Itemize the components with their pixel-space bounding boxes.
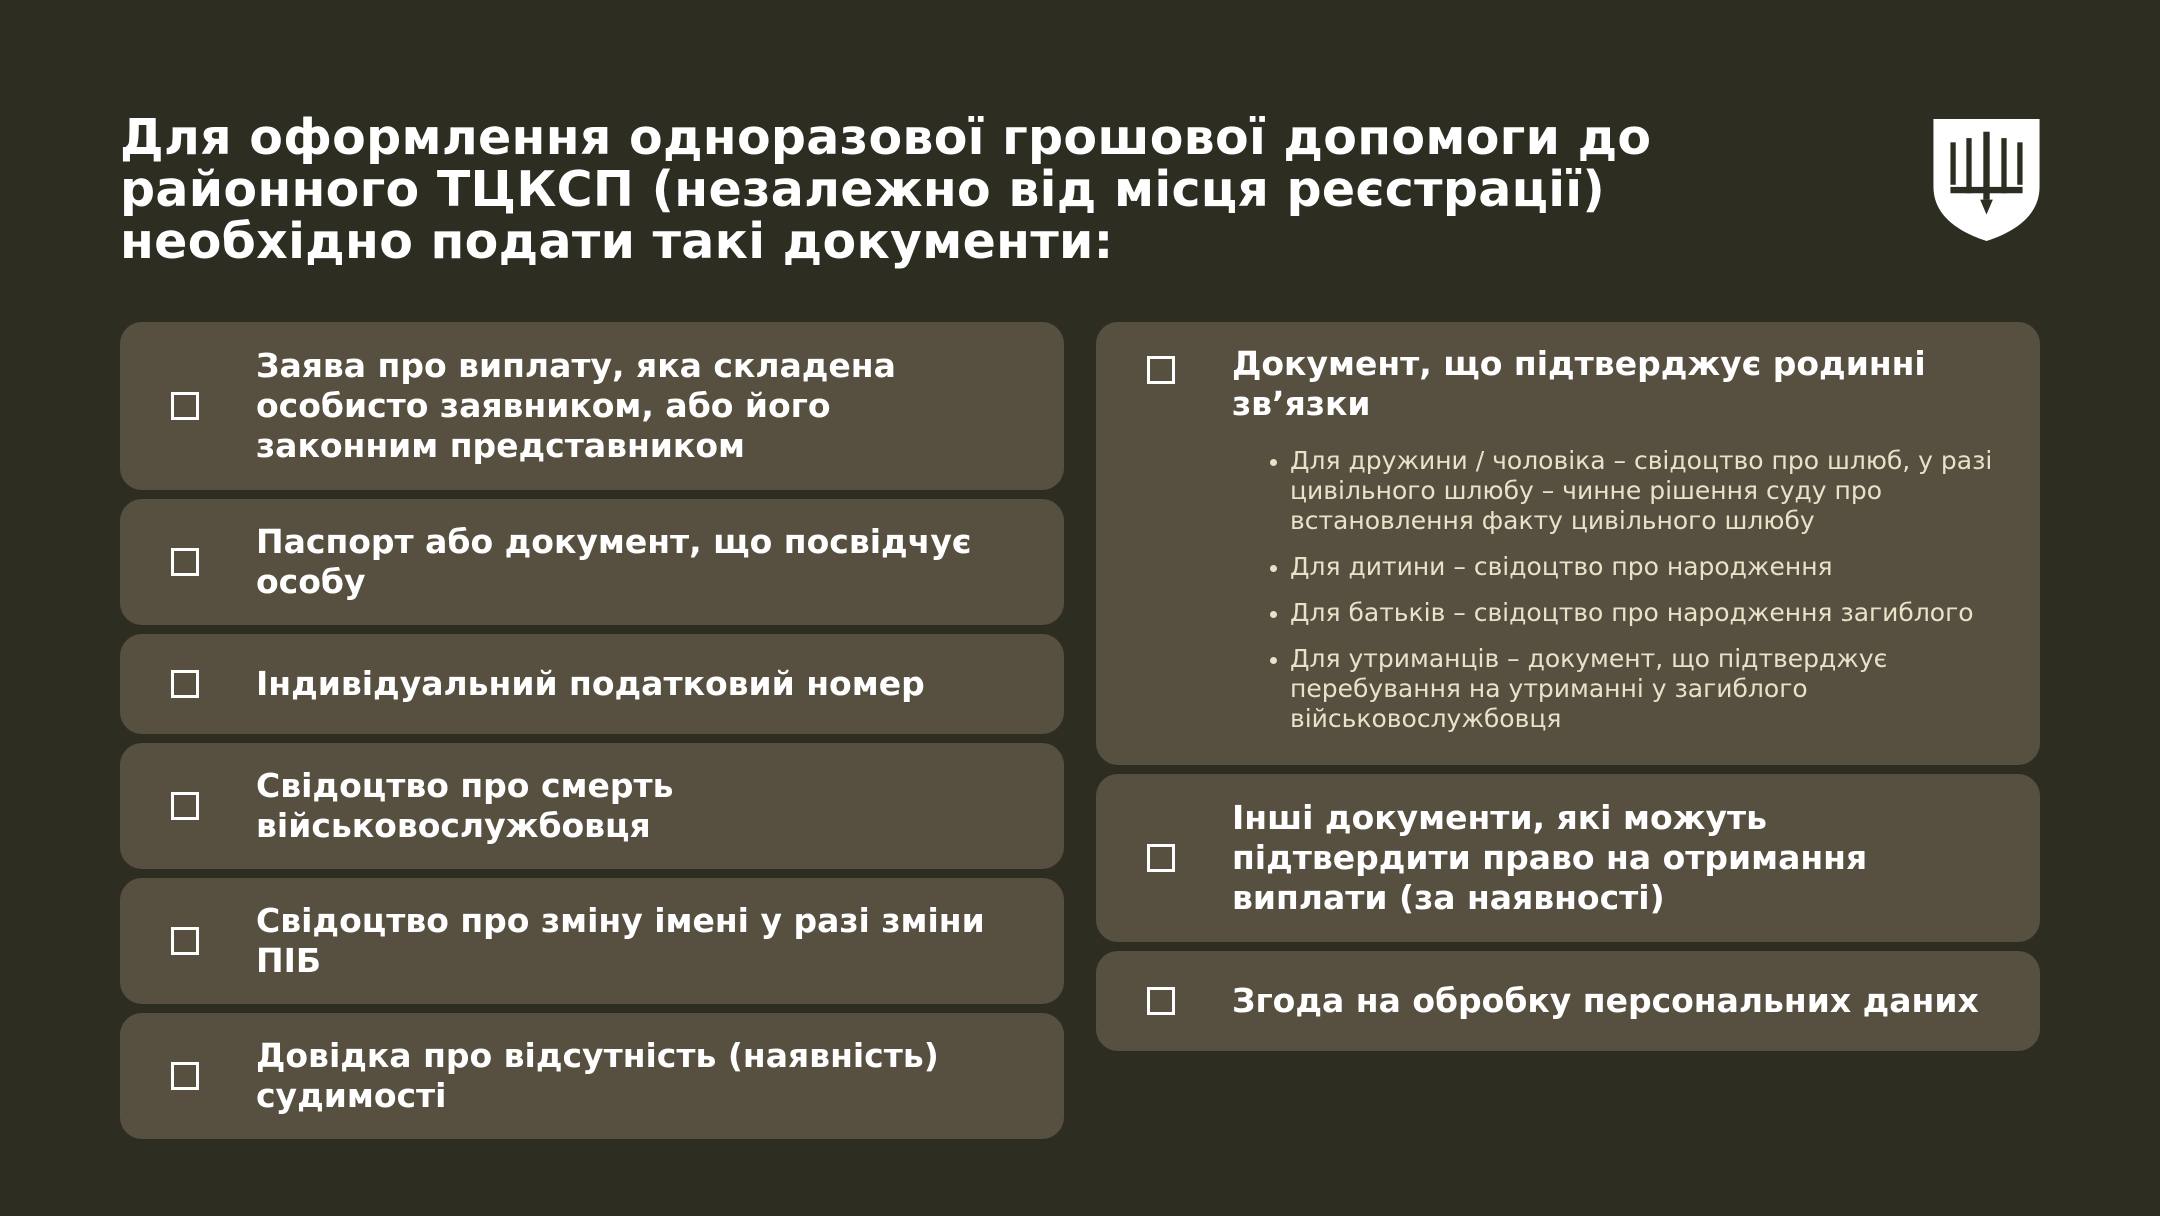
item-label: Інші документи, які можуть підтвердити право на отримання виплати (за наявності): [1232, 798, 1868, 917]
checkbox-icon[interactable]: [1147, 844, 1175, 872]
sub-list-item: Для дитини – свідоцтво про народження: [1268, 552, 2000, 582]
page-title: Для оформлення одноразової грошової допомоги до районного ТЦКСП (незалежно від місця реєстрації) необхідно подати такі документи:: [120, 109, 1652, 270]
checklist-item-tax-number[interactable]: [120, 634, 1064, 734]
checklist-item-family-ties[interactable]: [1096, 322, 2040, 765]
family-ties-sub-list: [1232, 446, 2000, 734]
sub-list-item: Для батьків – свідоцтво про народження загиблого: [1268, 598, 2000, 628]
checklist-item-criminal-record[interactable]: [120, 1013, 1064, 1139]
checkbox-icon[interactable]: [171, 927, 199, 955]
checklist-item-passport[interactable]: [120, 499, 1064, 625]
left-checklist: [120, 322, 1064, 1139]
item-label: Заява про виплату, яка складена особисто заявником, або його законним представником: [256, 346, 896, 465]
sub-list-item: Для утриманців – документ, що підтверджує перебування на утриманні у загиблого військовослужбовця: [1268, 644, 2000, 734]
checkbox-icon[interactable]: [171, 1062, 199, 1090]
item-label: Документ, що підтверджує родинні зв’язки: [1232, 344, 1926, 423]
checkbox-icon[interactable]: [171, 548, 199, 576]
checkbox-icon[interactable]: [171, 392, 199, 420]
item-label: Довідка про відсутність (наявність) судимості: [256, 1036, 939, 1115]
sub-list-item: Для дружини / чоловіка – свідоцтво про шлюб, у разі цивільного шлюбу – чинне рішення суду про встановлення факту цивільного шлюбу: [1268, 446, 2000, 536]
checklist-item-name-change[interactable]: [120, 878, 1064, 1004]
checkbox-icon[interactable]: [171, 792, 199, 820]
right-checklist: [1096, 322, 2040, 1051]
item-label: Індивідуальний податковий номер: [256, 664, 925, 703]
item-label: Згода на обробку персональних даних: [1232, 981, 1979, 1020]
checkbox-icon[interactable]: [1147, 356, 1175, 384]
item-label: Свідоцтво про зміну імені у разі зміни ПІБ: [256, 901, 985, 980]
trident-shield-icon: [1933, 119, 2040, 241]
item-label: Свідоцтво про смерть військовослужбовця: [256, 766, 674, 845]
checklist-item-data-consent[interactable]: [1096, 951, 2040, 1051]
item-label: Паспорт або документ, що посвідчує особу: [256, 522, 972, 601]
checkbox-icon[interactable]: [1147, 987, 1175, 1015]
checkbox-icon[interactable]: [171, 670, 199, 698]
checklist-item-other-documents[interactable]: [1096, 774, 2040, 942]
checklist-item-application[interactable]: [120, 322, 1064, 490]
checklist-item-death-certificate[interactable]: [120, 743, 1064, 869]
